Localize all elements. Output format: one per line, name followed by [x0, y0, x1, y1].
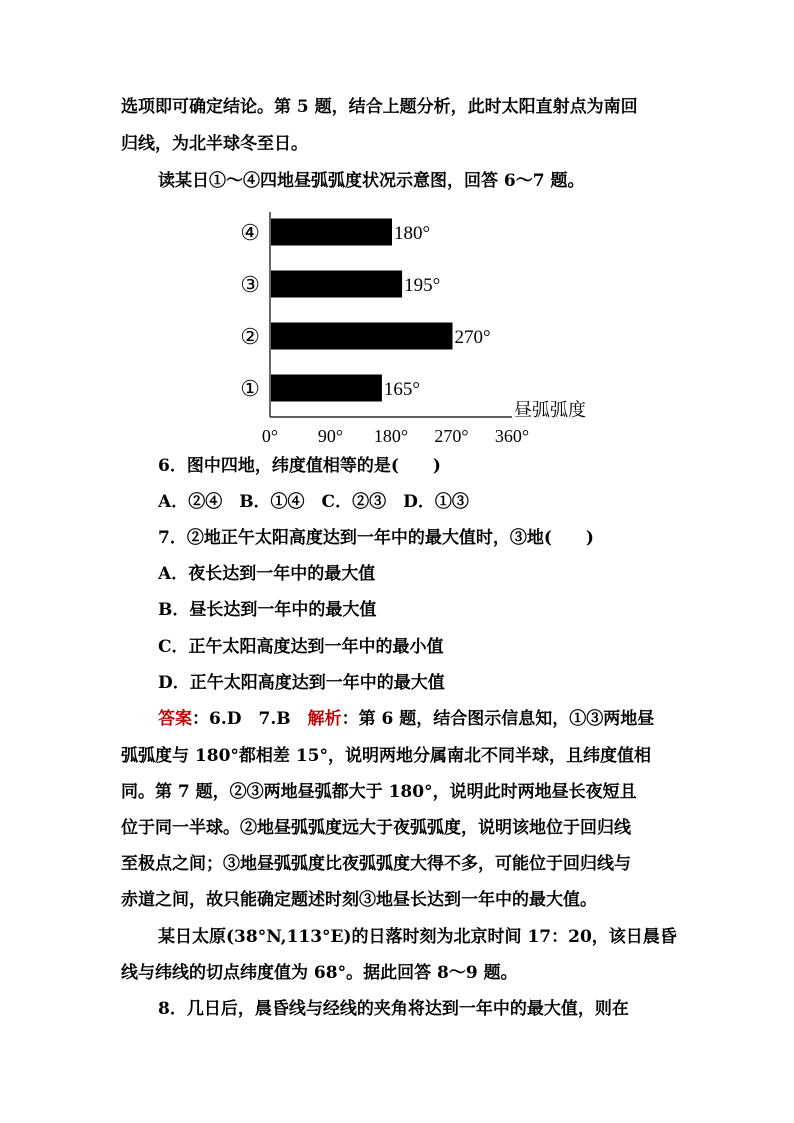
- daylight-arc-chart: [240, 212, 600, 448]
- analysis-line-6: 赤道之间，故只能确定题述时刻③地昼长达到一年中的最大值。: [121, 890, 597, 910]
- answer-line-1: [158, 708, 654, 730]
- x-axis-label: 昼弧弧度: [514, 400, 586, 420]
- q7-option-a: A．夜长达到一年中的最大值: [158, 564, 376, 584]
- prompt-8-9-line-2: 线与纬线的切点纬度值为 68°。据此回答 8～9 题。: [121, 963, 518, 983]
- analysis-label: 解析: [307, 709, 342, 729]
- prompt-6-7: 读某日①～④四地昼弧弧度状况示意图，回答 6～7 题。: [158, 171, 585, 191]
- bar-4: [271, 219, 392, 246]
- x-tick-label-2: 180°: [373, 426, 409, 446]
- bar-value-label-1: 165°: [383, 379, 421, 400]
- bar-value-label-3: 195°: [404, 275, 441, 296]
- answer-label: 答案: [158, 709, 192, 729]
- q8-stem: 8．几日后，晨昏线与经线的夹角将达到一年中的最大值，则在: [158, 999, 629, 1019]
- x-tick-label-4: 360°: [494, 426, 530, 446]
- prompt-8-9-line-1: 某日太原(38°N,113°E)的日落时刻为北京时间 17：20，该日晨昏: [158, 927, 677, 947]
- q7-option-b: B．昼长达到一年中的最大值: [158, 600, 377, 620]
- q7-option-d: D．正午太阳高度达到一年中的最大值: [158, 673, 445, 693]
- bar-1: [271, 375, 382, 402]
- category-label-1: ①: [240, 376, 260, 401]
- category-label-4: ④: [240, 220, 260, 245]
- category-label-3: ③: [240, 272, 260, 297]
- intro-line-2: 归线，为北半球冬至日。: [121, 134, 308, 154]
- x-tick-label-0: 0°: [261, 426, 279, 446]
- bar-3: [271, 271, 402, 298]
- bar-value-label-4: 180°: [394, 223, 431, 244]
- intro-line-1: 选项即可确定结论。第 5 题，结合上题分析，此时太阳直射点为南回: [121, 97, 638, 117]
- x-tick-label-3: 270°: [434, 426, 469, 446]
- category-label-2: ②: [240, 324, 260, 349]
- x-tick-label-1: 90°: [317, 426, 344, 446]
- bar-2: [271, 323, 453, 350]
- analysis-text-1: ：第 6 题，结合图示信息知，①③两地昼: [341, 709, 655, 729]
- analysis-line-5: 至极点之间；③地昼弧弧度比夜弧弧度大得不多，可能位于回归线与: [121, 854, 631, 874]
- analysis-line-4: 位于同一半球。②地昼弧弧度远大于夜弧弧度，说明该地位于回归线: [121, 818, 631, 838]
- q6-options: A．②④ B．①④ C．②③ D．①③: [158, 492, 469, 512]
- q7-option-c: C．正午太阳高度达到一年中的最小值: [158, 637, 444, 657]
- bar-value-label-2: 270°: [454, 327, 491, 348]
- answer-text: ：6.D 7.B: [192, 709, 308, 729]
- q6-stem: 6．图中四地，纬度值相等的是( ): [158, 456, 441, 476]
- q7-stem: 7．②地正午太阳高度达到一年中的最大值时，③地( ): [158, 528, 594, 548]
- analysis-line-2: 弧弧度与 180°都相差 15°，说明两地分属南北不同半球，且纬度值相: [121, 746, 651, 766]
- analysis-line-3: 同。第 7 题，②③两地昼弧都大于 180°，说明此时两地昼长夜短且: [121, 782, 637, 802]
